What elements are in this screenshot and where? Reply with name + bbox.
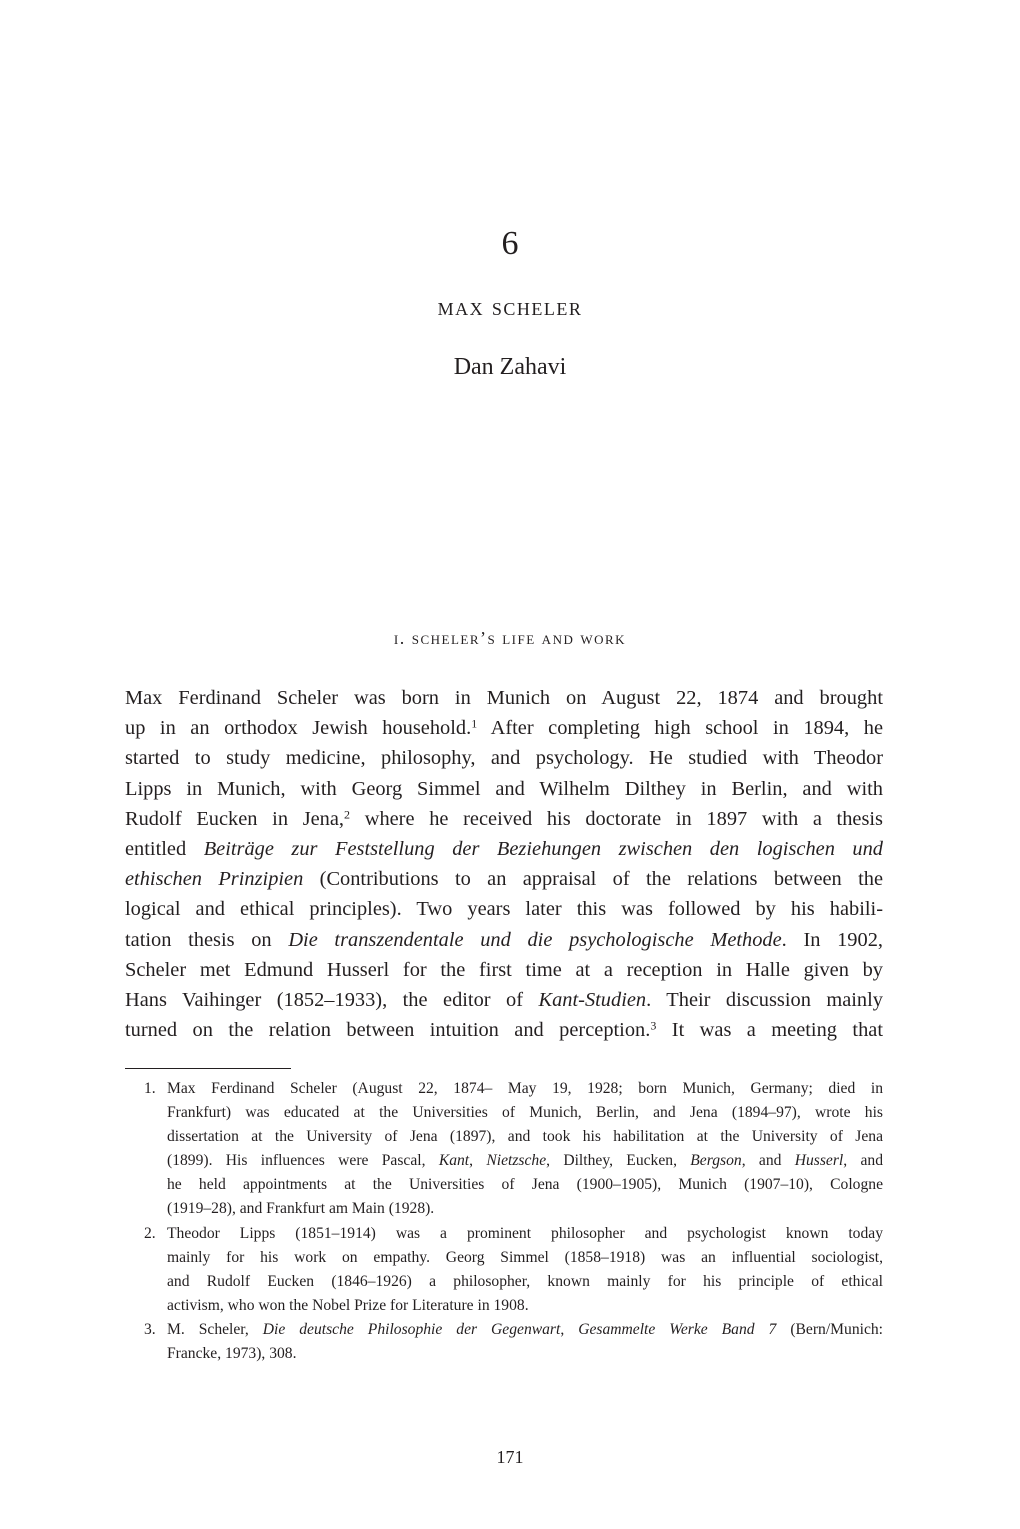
body-line: Lipps in Munich, with Georg Simmel and Wilhelm Dilthey in Berlin, and with [125, 777, 883, 800]
footnotes [125, 1077, 883, 1366]
footnote-1: 1. Max Ferdinand Scheler (August 22, 1874– May 19, 1928; born Munich, Germany; died in Frankfurt) was educated at the Universities of Munich, Berlin, and Jena (1894–97), wrote his dissertation at the University of Jena (1897), and took his habilitation at the University of Jena (1899). His influences were Pascal, Kant, Nietzsche, Dilthey, Eucken, Bergson, and Husserl, and he held appointments at the Universities of Jena (1900–1905), Munich (1907–10), Cologne (1919–28), and Frankfurt am Main (1928). [125, 1077, 883, 1222]
page-number: 171 [496, 1447, 524, 1467]
footnote-number: 3. [144, 1320, 156, 1338]
journal-title: Kant-Studien [538, 988, 647, 1011]
body-line: Scheler met Edmund Husserl for the first time at a reception in Halle given by [125, 958, 883, 981]
footnote-ref-2[interactable]: 2 [344, 807, 351, 822]
footnote-3: 3. M. Scheler, Die deutsche Philosophie der Gegenwart, Gesammelte Werke Band 7 (Bern/Munich: Francke, 1973), 308. [125, 1318, 883, 1366]
thesis-title: Beiträge zur Feststellung der Beziehungen zwischen den logischen und [203, 837, 884, 860]
body-line: Hans Vaihinger (1852–1933), the editor of Kant-Studien. Their discussion mainly [125, 988, 883, 1011]
habilitation-title: Die transzendentale und die psychologische Methode [288, 928, 782, 951]
footnote-ref-3[interactable]: 3 [650, 1018, 657, 1033]
footnote-ref-1[interactable]: 1 [471, 716, 478, 731]
body-line: started to study medicine, philosophy, and psychology. He studied with Theodor [125, 747, 883, 770]
body-line: tation thesis on Die transzendentale und die psychologische Methode. In 1902, [125, 928, 883, 951]
section-heading: i. scheler’s life and work [393, 628, 627, 648]
body-line: up in an orthodox Jewish household.$^1$ After completing high school in 1894, he [125, 716, 884, 740]
body-paragraph [125, 683, 883, 1045]
footnote-number: 2. [144, 1224, 156, 1242]
chapter-author: Dan Zahavi [453, 354, 567, 380]
footnote-number: 1. [144, 1080, 156, 1097]
chapter-number: 6 [501, 225, 519, 262]
body-line: turned on the relation between intuition and perception.$^3$ It was a meeting that [125, 1018, 883, 1042]
body-line: logical and ethical principles). Two years later this was followed by his habili- [125, 898, 883, 921]
body-line: entitled Beiträge zur Feststellung der Beziehungen zwischen den logischen und [125, 837, 884, 860]
footnote-divider [125, 1068, 291, 1069]
body-line: Max Ferdinand Scheler was born in Munich on August 22, 1874 and brought [125, 687, 883, 709]
footnote-2: 2. Theodor Lipps (1851–1914) was a prominent philosopher and psychologist known today mainly for his work on empathy. Georg Simmel (1858–1918) was an influential sociologist, and Rudolf Eucken (1846–1926) a philosopher, known mainly for his principle of ethical activism, who won the Nobel Prize for Literature in 1908. [125, 1222, 883, 1318]
body-line: ethischen Prinzipien (Contributions to an appraisal of the relations between the [125, 868, 884, 891]
chapter-title: max scheler [437, 294, 583, 321]
thesis-title-cont: ethischen Prinzipien [125, 868, 304, 891]
body-line: Rudolf Eucken in Jena,$^2$ where he received his doctorate in 1897 with a thesis [125, 807, 883, 830]
